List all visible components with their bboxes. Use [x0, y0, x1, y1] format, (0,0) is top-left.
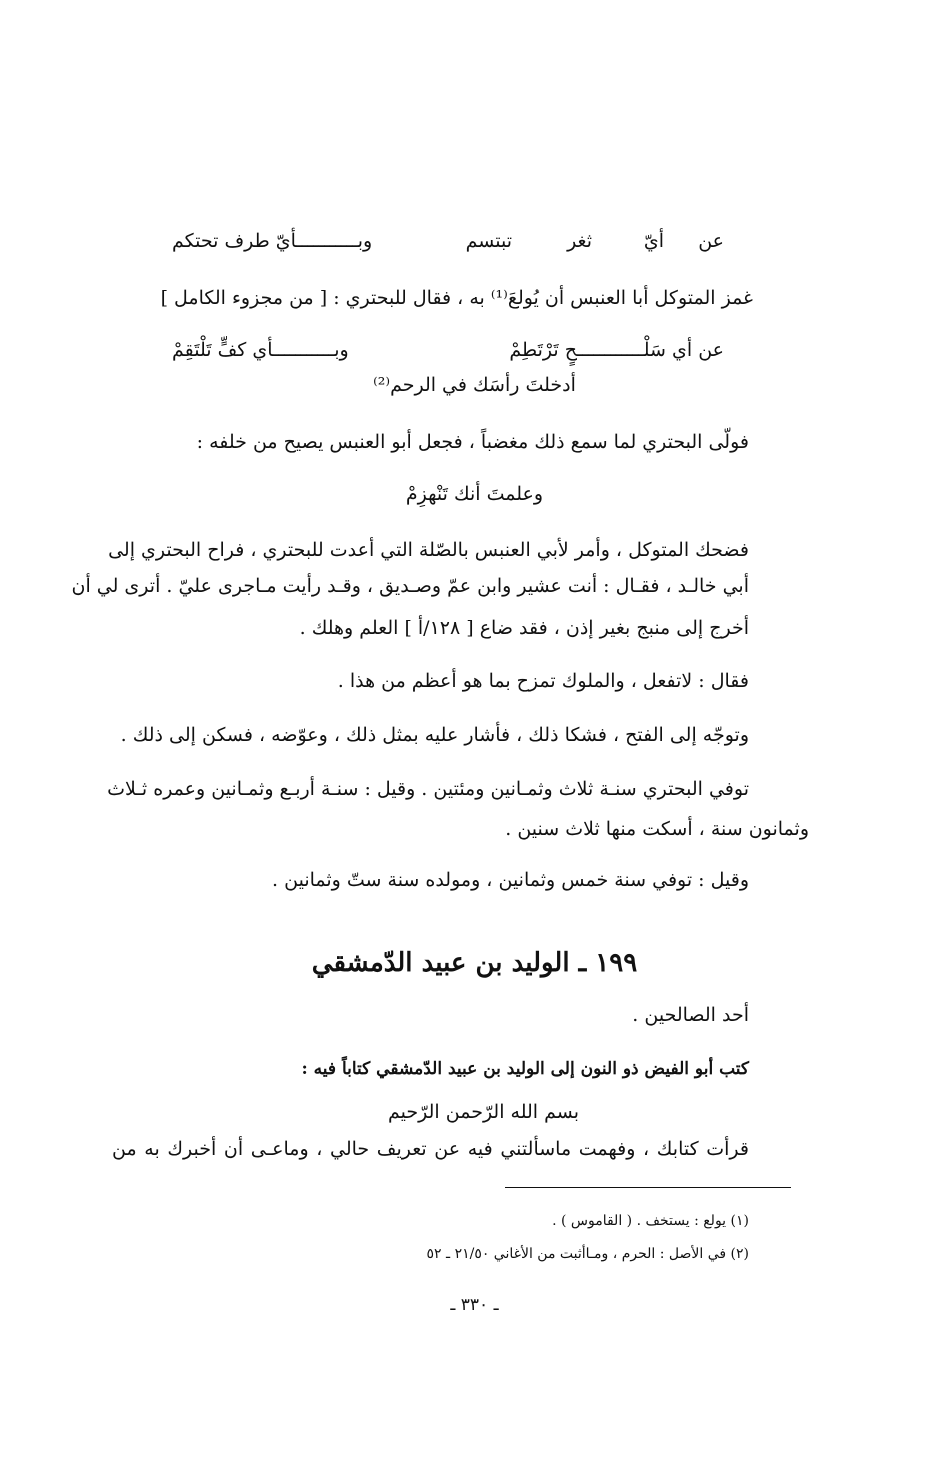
verse1-word-tabtasim: تبتسم	[465, 230, 512, 252]
verse2-left-hemistich: وبـــــــــــأي كفٍّ تَلْتَقِمْ	[172, 339, 349, 361]
footnote-2: (٢) في الأصل : الحرم ، ومـاأثبت من الأغاني ٢١/٥٠ ـ ٥٢	[426, 1246, 749, 1262]
paragraph-letter-body: قرأت كتابك ، وفهمت ماسألتني فيه عن تعريف حالي ، وماعـى أن أخبرك به من	[112, 1138, 749, 1160]
paragraph-laughed-line3: أخرج إلى منبج بغير إذن ، فقد ضاع [ ١٢٨/أ ] العلم وهلك .	[299, 617, 749, 639]
basmala: بسم الله الرّحمن الرّحيم	[388, 1101, 579, 1123]
paragraph-do-not: فقال : لاتفعل ، والملوك تمزح بما هو أعظم من هذا .	[337, 670, 749, 692]
footnote-1: (١) يولع : يستخف . ( القاموس ) .	[552, 1213, 749, 1229]
paragraph-alt-death: وقيل : توفي سنة خمس وثمانين ، ومولده سنة ستّ وثمانين .	[272, 869, 749, 891]
paragraph-center-line: وعلمتَ أنك تَنْهزِمْ	[405, 483, 544, 505]
paragraph-intro: غمز المتوكل أبا العنبس أن يُولعَ⁽¹⁾ به ، فقال للبحتري : [ من مجزوء الكامل ]	[160, 287, 753, 309]
verse1-left-hemistich: وبـــــــــــأيّ طرف تحتكم	[172, 230, 373, 252]
verse2-center: أدخلتَ رأسَك في الرحم⁽²⁾	[373, 374, 576, 396]
paragraph-death-line1: توفي البحتري سنـة ثلاث وثمـانين ومئتين . وقيل : سنـة أربـع وثمـانين وعمره ثـلاث	[107, 778, 749, 800]
paragraph-death-line2: وثمانون سنة ، أسكت منها ثلاث سنين .	[505, 818, 809, 840]
page-number: ـ ٣٣٠ ـ	[450, 1295, 499, 1315]
verse1-word-ayy: أيّ	[643, 230, 664, 252]
footnote-rule	[505, 1187, 791, 1188]
paragraph-walked-off: فولّى البحتري لما سمع ذلك مغضباً ، فجعل أبو العنبس يصيح من خلفه :	[196, 431, 749, 453]
section-heading: ١٩٩ ـ الوليد بن عبيد الدّمشقي	[311, 948, 638, 978]
paragraph-letter-intro: كتب أبو الفيض ذو النون إلى الوليد بن عبيد الدّمشقي كتاباً فيه :	[301, 1059, 749, 1079]
paragraph-one-of-righteous: أحد الصالحين .	[632, 1004, 749, 1026]
paragraph-laughed-line1: فضحك المتوكل ، وأمر لأبي العنبس بالصّلة التي أعدت للبحتري ، فراح البحتري إلى	[108, 539, 749, 561]
verse1-word-an: عن	[698, 230, 724, 252]
verse1-word-thaghr: ثغر	[567, 230, 592, 252]
paragraph-laughed-line2: أبي خالـد ، فقـال : أنت عشير وابن عمّ وصـديق ، وقـد رأيت مـاجرى عليّ . أترى لي أن	[71, 575, 749, 597]
paragraph-fath: وتوجّه إلى الفتح ، فشكا ذلك ، فأشار عليه بمثل ذلك ، وعوّضه ، فسكن إلى ذلك .	[120, 724, 749, 746]
verse2-right-hemistich: عن أي سَلْــــــــــــحٍ تَرْتَطِمْ	[509, 339, 724, 361]
